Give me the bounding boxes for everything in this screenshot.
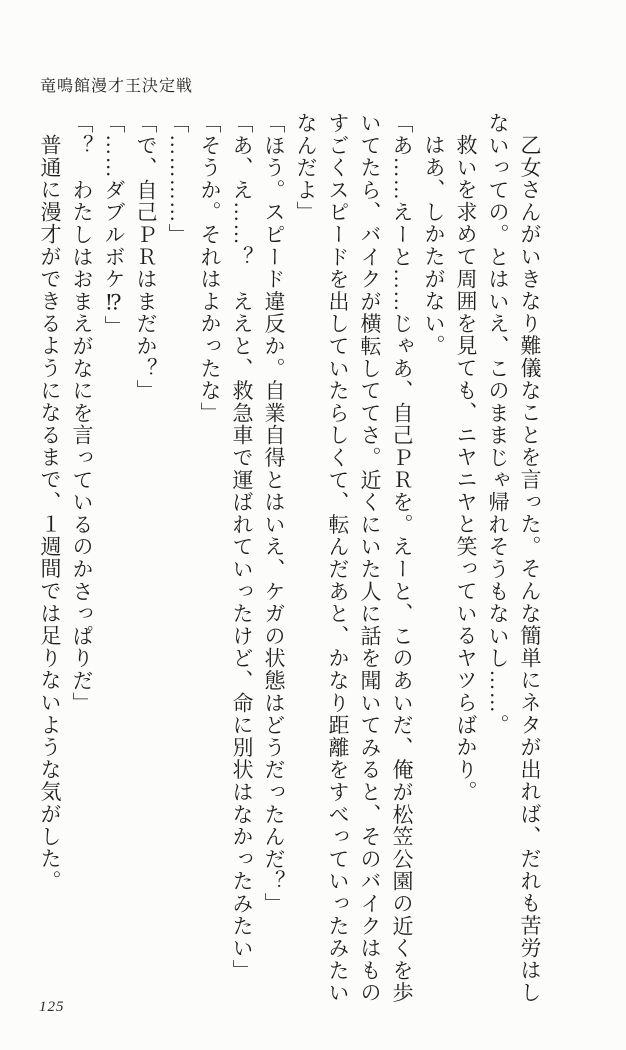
paragraph: 普通に漫才ができるようになるまで、１週間では足りないような気がした。 <box>38 134 62 893</box>
paragraph-dialogue: 「あ……えーと……じゃあ、自己ＰＲを。えーと、このあいだ、俺が松笠公園の近くを歩いてたら、バイクが横転しててさ。近くにいた人に話を聞いてみると、そのバイクはものすごくスピードを出していたらしくて、転んだあと、かなり距離をすべっていったみたいなんだよ」 <box>294 112 414 1004</box>
paragraph-dialogue: 「で、自己ＰＲはまだか？」 <box>134 112 158 402</box>
paragraph: 乙女さんがいきなり難儀なことを言った。そんな簡単にネタが出れば、だれも苦労はしないっての。とはいえ、このままじゃ帰れそうもないし……。 <box>486 112 542 1004</box>
paragraph: 救いを求めて周囲を見ても、ニヤニヤと笑っているヤツらばかり。 <box>454 134 478 803</box>
paragraph-dialogue: 「？ わたしはおまえがなにを言っているのかさっぱりだ」 <box>70 112 94 715</box>
running-header: 竜鳴館漫才王決定戦 <box>40 78 194 95</box>
paragraph-dialogue: 「そうか。それはよかったな」 <box>198 112 222 425</box>
body-text <box>34 112 546 1010</box>
paragraph-dialogue: 「…………」 <box>166 112 190 246</box>
paragraph-dialogue: 「……ダブルボケ⁉」 <box>102 112 126 338</box>
paragraph: はあ、しかたがない。 <box>422 134 446 357</box>
paragraph-dialogue: 「ほう。スピード違反か。自業自得とはいえ、ケガの状態はどうだったんだ？」 <box>262 112 286 915</box>
page-number: 125 <box>39 999 65 1015</box>
paragraph-dialogue: 「あ、え……？ ええと、救急車で運ばれていったけど、命に別状はなかったみたい」 <box>230 112 254 982</box>
